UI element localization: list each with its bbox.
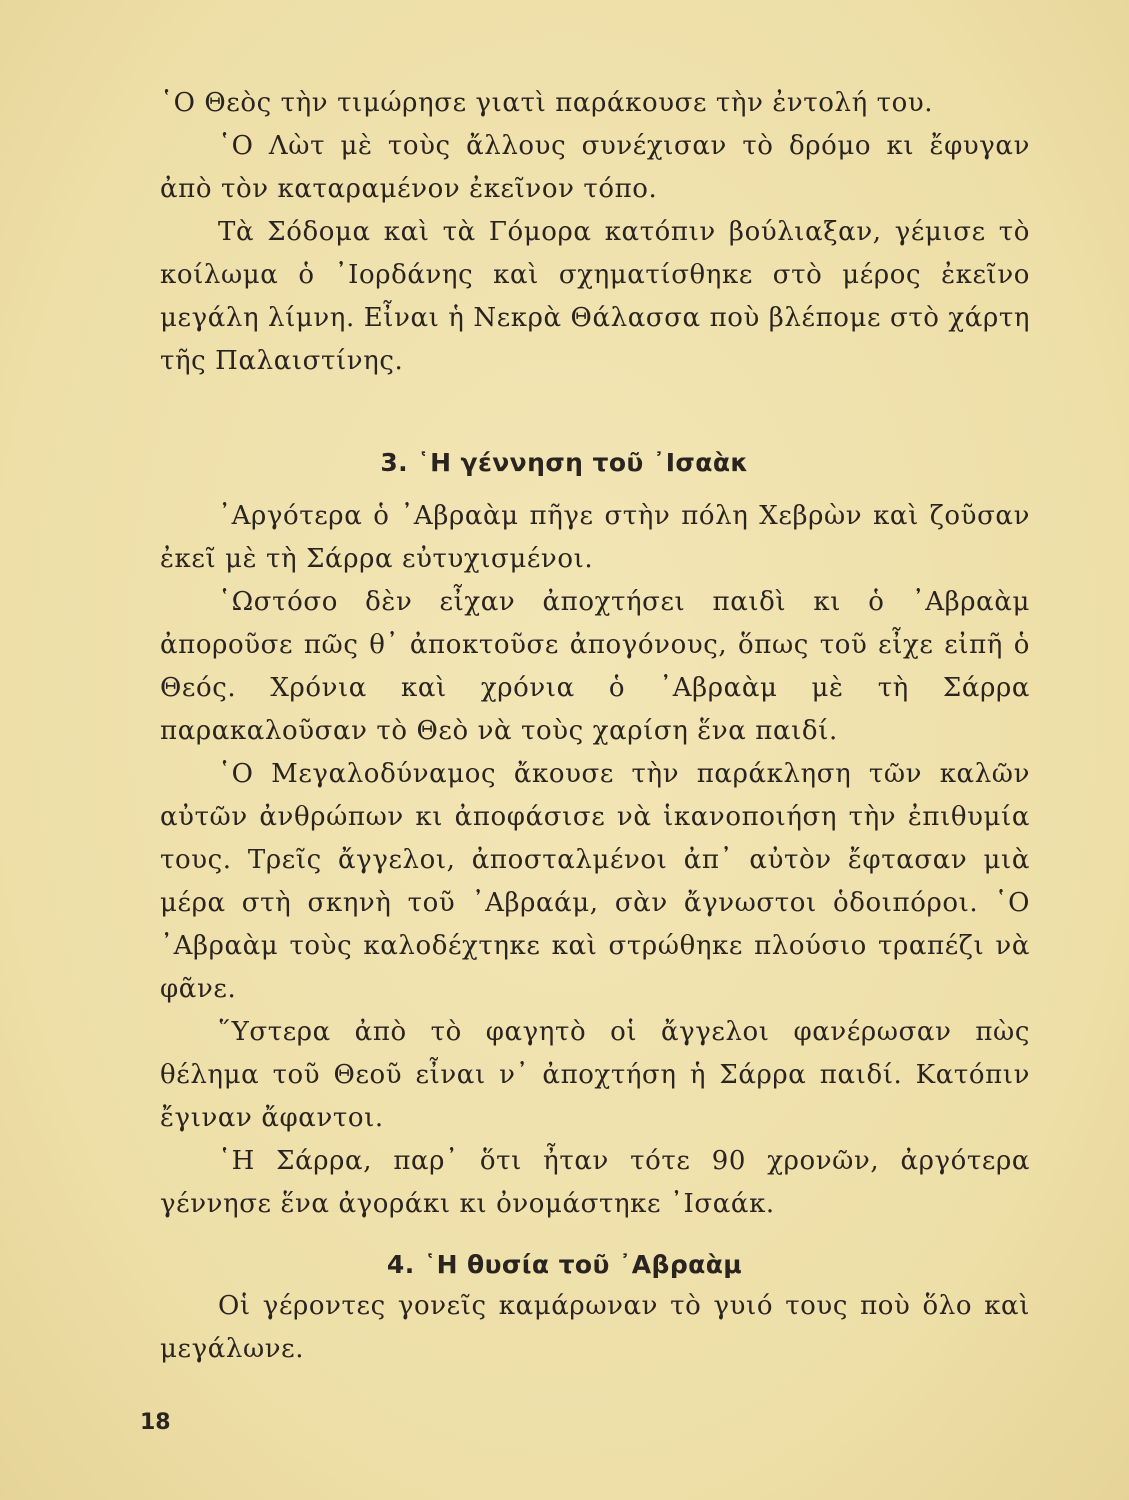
section-heading-4: 4. ῾Η θυσία τοῦ ᾽Αβραὰμ xyxy=(386,1250,743,1279)
section-sodom-ending xyxy=(160,82,1030,383)
paragraph: ᾽Αργότερα ὁ ᾽Αβραὰμ πῆγε στὴν πόλη Χεβρὼν καὶ ζοῦσαν ἐκεῖ μὲ τὴ Σάρρα εὐτυχισμένοι. xyxy=(160,501,1030,574)
paragraph: ῾Ο Μεγαλοδύναμος ἄκουσε τὴν παράκληση τῶν καλῶν αὐτῶν ἀνθρώπων κι ἀποφάσισε νὰ ἱκανοποιήση τὴν ἐπιθυμία τους. Τρεῖς ἄγγελοι, ἀποσταλμένοι ἀπ᾽ αὐτὸν ἔφτασαν μιὰ μέρα στὴ σκηνὴ τοῦ ᾽Αβραάμ, σὰν ἄγνωστοι ὁδοιπόροι. ῾Ο ᾽Αβραὰμ τοὺς καλοδέχτηκε καὶ στρώθηκε πλούσιο τραπέζι νὰ φᾶνε. xyxy=(160,759,1030,1004)
paragraph: ῾Ο Λὼτ μὲ τοὺς ἄλλους συνέχισαν τὸ δρόμο κι ἔφυγαν ἀπὸ τὸν καταραμένον ἐκεῖνον τόπο. xyxy=(160,131,1030,204)
paragraph: ῾Ο Θεὸς τὴν τιμώρησε γιατὶ παράκουσε τὴν ἐντολή του. xyxy=(160,88,934,118)
paragraph: ῾Η Σάρρα, παρ᾽ ὅτι ἦταν τότε 90 χρονῶν, ἀργότερα γέννησε ἕνα ἀγοράκι κι ὀνομάστηκε ᾽Ισαάκ. xyxy=(160,1146,1030,1219)
section-heading-3: 3. ῾Η γέννηση τοῦ ᾽Ισαὰκ xyxy=(380,448,749,477)
page-number: 18 xyxy=(140,1410,171,1435)
section-sacrifice-of-abraham xyxy=(160,1285,1030,1371)
paragraph: ῾Ωστόσο δὲν εἶχαν ἀποχτήσει παιδὶ κι ὁ ᾽Αβραὰμ ἀποροῦσε πῶς θ᾽ ἀποκτοῦσε ἀπογόνους, ὅπως τοῦ εἶχε εἰπῆ ὁ Θεός. Χρόνια καὶ χρόνια ὁ ᾽Αβραὰμ μὲ τὴ Σάρρα παρακαλοῦσαν τὸ Θεὸ νὰ τοὺς χαρίση ἕνα παιδί. xyxy=(160,587,1030,746)
paragraph: Τὰ Σόδομα καὶ τὰ Γόμορα κατόπιν βούλιαξαν, γέμισε τὸ κοίλωμα ὁ ᾽Ιορδάνης καὶ σχηματίσθηκε στὸ μέρος ἐκεῖνο μεγάλη λίμνη. Εἶναι ἡ Νεκρὰ Θάλασσα ποὺ βλέπομε στὸ χάρτη τῆς Παλαιστίνης. xyxy=(160,217,1030,376)
paragraph: Οἱ γέροντες γονεῖς καμάρωναν τὸ γυιό τους ποὺ ὅλο καὶ μεγάλωνε. xyxy=(160,1291,1030,1364)
section-birth-of-isaac xyxy=(160,495,1030,1226)
paragraph: ῞Υστερα ἀπὸ τὸ φαγητὸ οἱ ἄγγελοι φανέρωσαν πὼς θέλημα τοῦ Θεοῦ εἶναι ν᾽ ἀποχτήση ἡ Σάρρα παιδί. Κατόπιν ἔγιναν ἄφαντοι. xyxy=(160,1017,1030,1133)
